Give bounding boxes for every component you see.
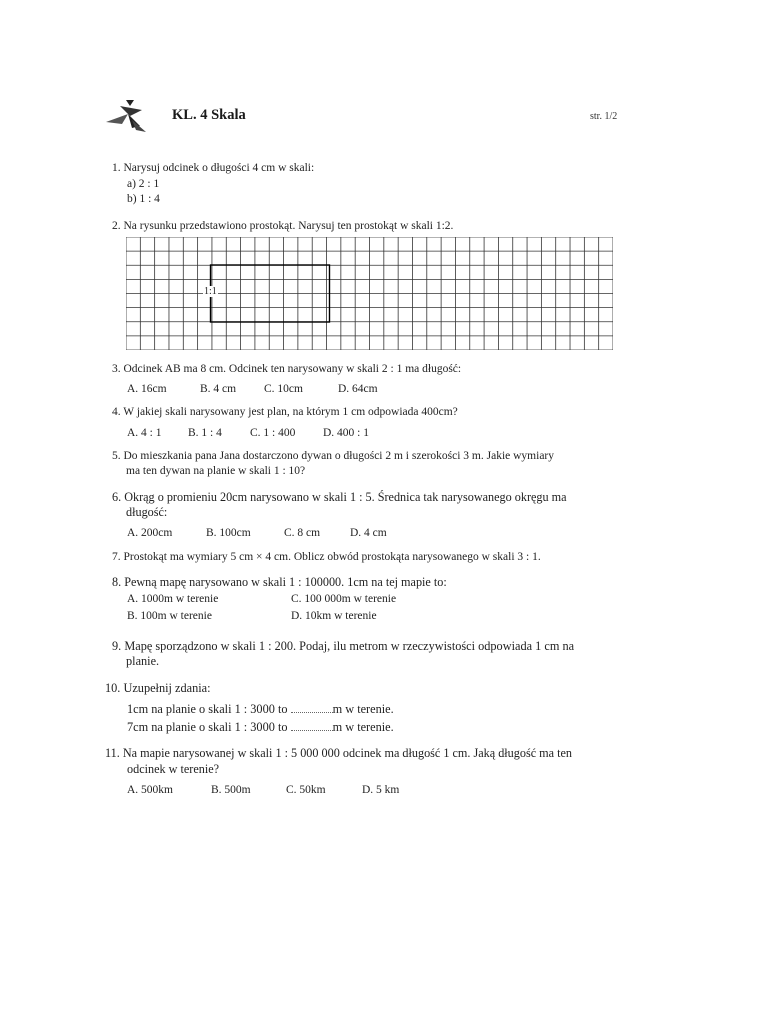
question-6-option-c: C. 8 cm	[284, 527, 321, 539]
question-4: 4. W jakiej skali narysowany jest plan, na którym 1 cm odpowiada 400cm?	[112, 406, 458, 418]
question-10-sentence-1: 1cm na planie o skali 1 : 3000 to m w terenie.	[127, 702, 394, 716]
question-8-option-c: C. 100 000m w terenie	[291, 593, 397, 605]
grid-scale-label: 1:1	[204, 286, 217, 297]
question-11-option-b: B. 500m	[211, 784, 251, 796]
question-3: 3. Odcinek AB ma 8 cm. Odcinek ten narysowany w skali 2 : 1 ma długość:	[112, 363, 462, 375]
question-3-option-a: A. 16cm	[127, 383, 167, 395]
question-11-option-d: D. 5 km	[362, 784, 400, 796]
blank-answer-field[interactable]	[291, 720, 333, 731]
question-4-option-d: D. 400 : 1	[323, 427, 369, 439]
question-5: 5. Do mieszkania pana Jana dostarczono dywan o długości 2 m i szerokości 3 m. Jakie wymiary	[112, 450, 554, 462]
question-6-option-a: A. 200cm	[127, 527, 173, 539]
question-8-option-d: D. 10km w terenie	[291, 610, 377, 622]
question-10: 10. Uzupełnij zdania:	[105, 681, 211, 695]
question-8-option-b: B. 100m w terenie	[127, 610, 212, 622]
question-7: 7. Prostokąt ma wymiary 5 cm × 4 cm. Oblicz obwód prostokąta narysowanego w skali 3 : 1.	[112, 551, 541, 563]
question-6: 6. Okrąg o promieniu 20cm narysowano w skali 1 : 5. Średnica tak narysowanego okręgu ma	[112, 490, 567, 504]
question-9-line-2: planie.	[126, 654, 160, 668]
question-8-option-a: A. 1000m w terenie	[127, 593, 219, 605]
question-5-line-2: ma ten dywan na planie w skali 1 : 10?	[126, 465, 306, 477]
question-11-option-c: C. 50km	[286, 784, 326, 796]
question-6-option-b: B. 100cm	[206, 527, 251, 539]
question-6-line-2: długość:	[126, 505, 168, 519]
question-4-option-a: A. 4 : 1	[127, 427, 162, 439]
question-1: 1. Narysuj odcinek o długości 4 cm w skali:	[112, 162, 315, 174]
question-4-option-c: C. 1 : 400	[250, 427, 296, 439]
question-9: 9. Mapę sporządzono w skali 1 : 200. Podaj, ilu metrom w rzeczywistości odpowiada 1 cm na	[112, 639, 575, 653]
question-3-option-b: B. 4 cm	[200, 383, 237, 395]
question-11: 11. Na mapie narysowanej w skali 1 : 5 000 000 odcinek ma długość 1 cm. Jaką długość ma ten	[105, 746, 572, 760]
question-1-option-b: b) 1 : 4	[127, 193, 160, 205]
page-number: str. 1/2	[590, 111, 618, 122]
page-title: KL. 4 Skala	[172, 107, 246, 123]
question-10-sentence-2: 7cm na planie o skali 1 : 3000 to m w terenie.	[127, 720, 394, 734]
question-6-option-d: D. 4 cm	[350, 527, 387, 539]
question-2: 2. Na rysunku przedstawiono prostokąt. Narysuj ten prostokąt w skali 1:2.	[112, 220, 454, 232]
question-4-option-b: B. 1 : 4	[188, 427, 222, 439]
logo-icon	[106, 100, 150, 132]
question-3-option-d: D. 64cm	[338, 383, 378, 395]
blank-answer-field[interactable]	[291, 702, 333, 713]
question-3-option-c: C. 10cm	[264, 383, 303, 395]
question-8: 8. Pewną mapę narysowano w skali 1 : 100000. 1cm na tej mapie to:	[112, 575, 447, 589]
square-grid	[126, 237, 613, 350]
question-11-option-a: A. 500km	[127, 784, 173, 796]
question-1-option-a: a) 2 : 1	[127, 178, 160, 190]
question-11-line-2: odcinek w terenie?	[127, 762, 220, 776]
